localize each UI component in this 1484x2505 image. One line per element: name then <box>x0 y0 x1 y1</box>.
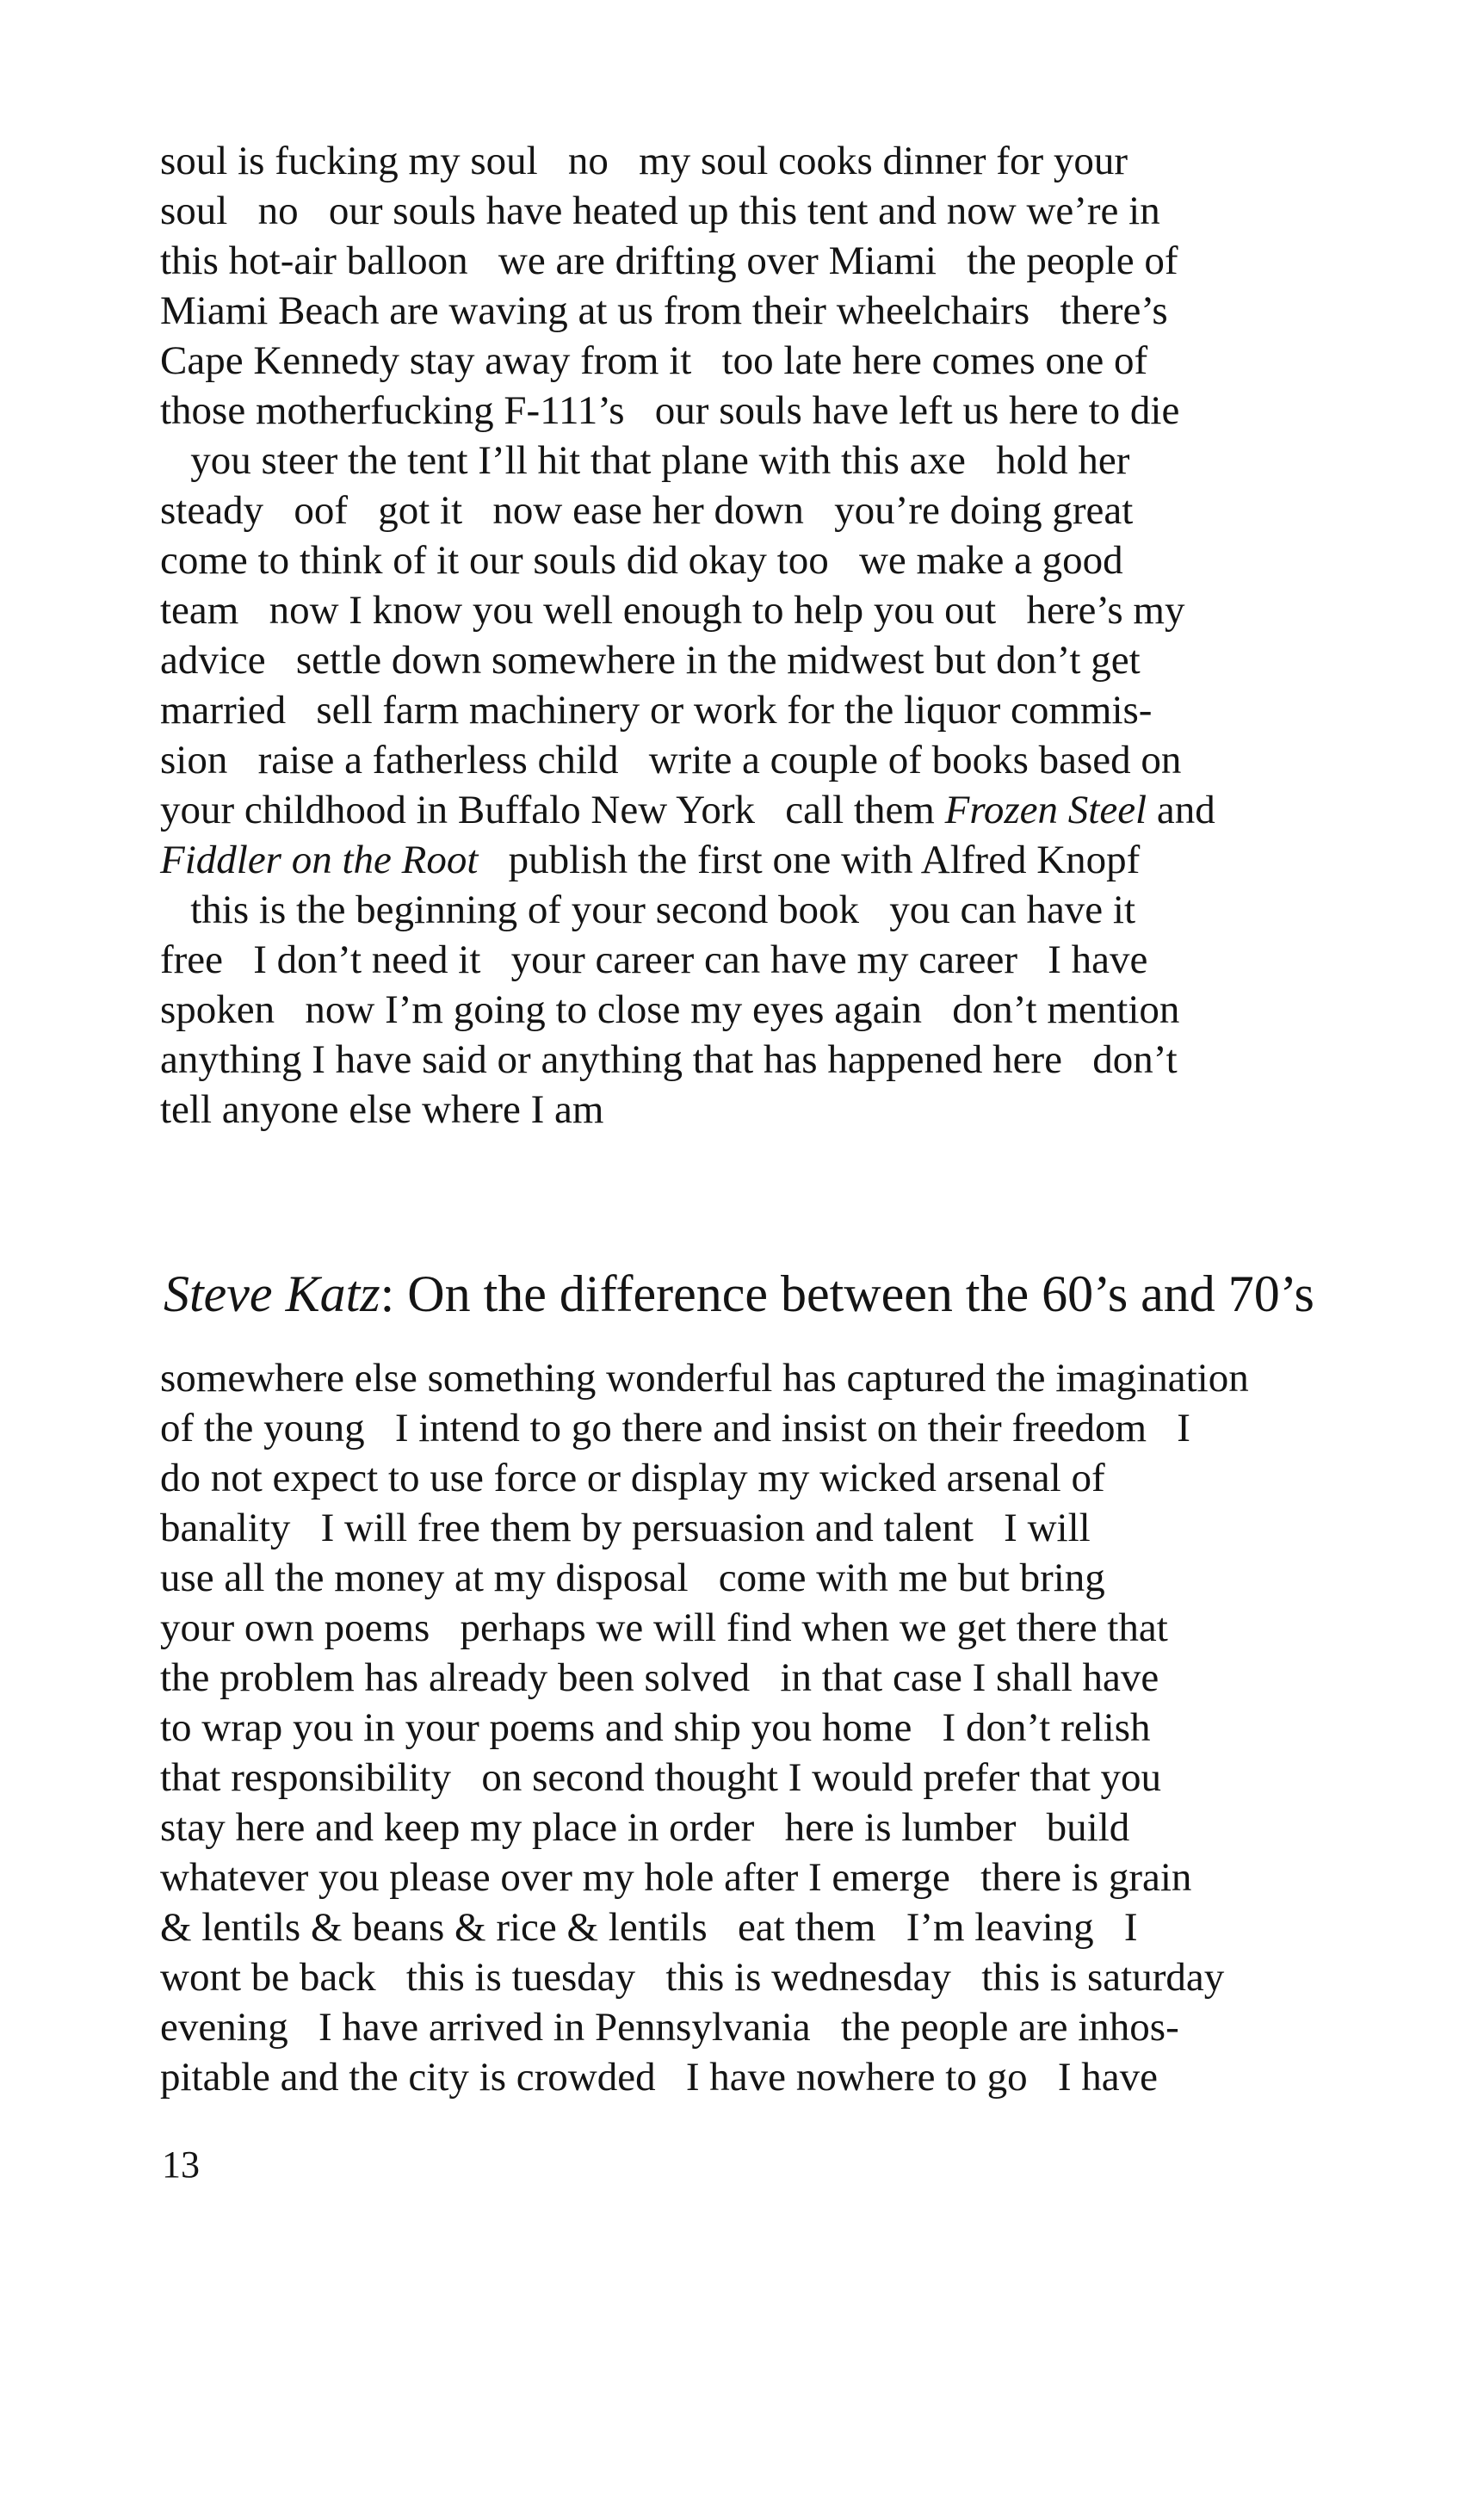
text-line: tell anyone else where I am <box>160 1087 604 1132</box>
text-line: anything I have said or anything that has happened here don’t <box>160 1037 1178 1082</box>
text-line: of the young I intend to go there and insist on their freedom I <box>160 1406 1190 1450</box>
poem-continuation <box>160 136 1331 1135</box>
text-line: soul no our souls have heated up this tent and now we’re in <box>160 189 1160 233</box>
text-line: whatever you please over my hole after I emerge there is grain <box>160 1855 1192 1900</box>
heading-title: On the difference between the 60’s and 70’s <box>407 1265 1314 1322</box>
text-line: Cape Kennedy stay away from it too late here comes one of <box>160 338 1148 383</box>
text-line: steady oof got it now ease her down you’re doing great <box>160 488 1134 533</box>
text-line: this hot-air balloon we are drifting over Miami the people of <box>160 238 1178 283</box>
text-line: advice settle down somewhere in the midwest but don’t get <box>160 638 1141 683</box>
text-line: spoken now I’m going to close my eyes again don’t mention <box>160 987 1180 1032</box>
poem-body <box>160 1353 1331 2102</box>
text-line: sion raise a fatherless child write a couple of books based on <box>160 738 1182 782</box>
page-number: 13 <box>162 2143 200 2186</box>
text-line: stay here and keep my place in order here is lumber build <box>160 1805 1130 1850</box>
text-line: evening I have arrived in Pennsylvania the people are inhos- <box>160 2005 1179 2050</box>
text-line: somewhere else something wonderful has captured the imagination <box>160 1356 1249 1401</box>
text-fragment: publish the first one with Alfred Knopf <box>478 838 1141 882</box>
text-line: your own poems perhaps we will find when we get there that <box>160 1605 1168 1650</box>
text-line: team now I know you well enough to help you out here’s my <box>160 588 1185 633</box>
text-fragment: and <box>1147 788 1215 832</box>
text-line: do not expect to use force or display my wicked arsenal of <box>160 1456 1105 1500</box>
text-line: pitable and the city is crowded I have nowhere to go I have <box>160 2055 1158 2100</box>
text-line: that responsibility on second thought I would prefer that you <box>160 1755 1162 1800</box>
text-line: those motherfucking F-111’s our souls have left us here to die <box>160 388 1180 433</box>
text-line: use all the money at my disposal come with me but bring <box>160 1556 1105 1600</box>
text-line: free I don’t need it your career can have my career I have <box>160 937 1148 982</box>
text-line: the problem has already been solved in that case I shall have <box>160 1655 1159 1700</box>
text-line: Miami Beach are waving at us from their wheelchairs there’s <box>160 288 1168 333</box>
book-title-frozen-steel: Frozen Steel <box>944 788 1147 832</box>
text-line: come to think of it our souls did okay too we make a good <box>160 538 1123 583</box>
text-line: & lentils & beans & rice & lentils eat them I’m leaving I <box>160 1905 1138 1950</box>
text-line-with-title <box>160 835 1331 885</box>
text-line: married sell farm machinery or work for the liquor commis- <box>160 688 1153 733</box>
heading-separator: : <box>380 1265 408 1322</box>
text-line: banality I will free them by persuasion and talent I will <box>160 1506 1091 1550</box>
heading-author: Steve Katz <box>164 1265 380 1322</box>
text-fragment: your childhood in Buffalo New York call them <box>160 788 945 832</box>
text-line: to wrap you in your poems and ship you home I don’t relish <box>160 1705 1151 1750</box>
text-line: you steer the tent I’ll hit that plane with this axe hold her <box>160 438 1130 483</box>
text-line: wont be back this is tuesday this is wednesday this is saturday <box>160 1955 1225 2000</box>
text-line: soul is fucking my soul no my soul cooks dinner for your <box>160 139 1128 183</box>
text-line-with-title <box>160 785 1331 835</box>
book-title-fiddler-on-the-root: Fiddler on the Root <box>160 838 479 882</box>
text-line: this is the beginning of your second book you can have it <box>160 888 1136 932</box>
section-heading <box>164 1264 1334 1324</box>
